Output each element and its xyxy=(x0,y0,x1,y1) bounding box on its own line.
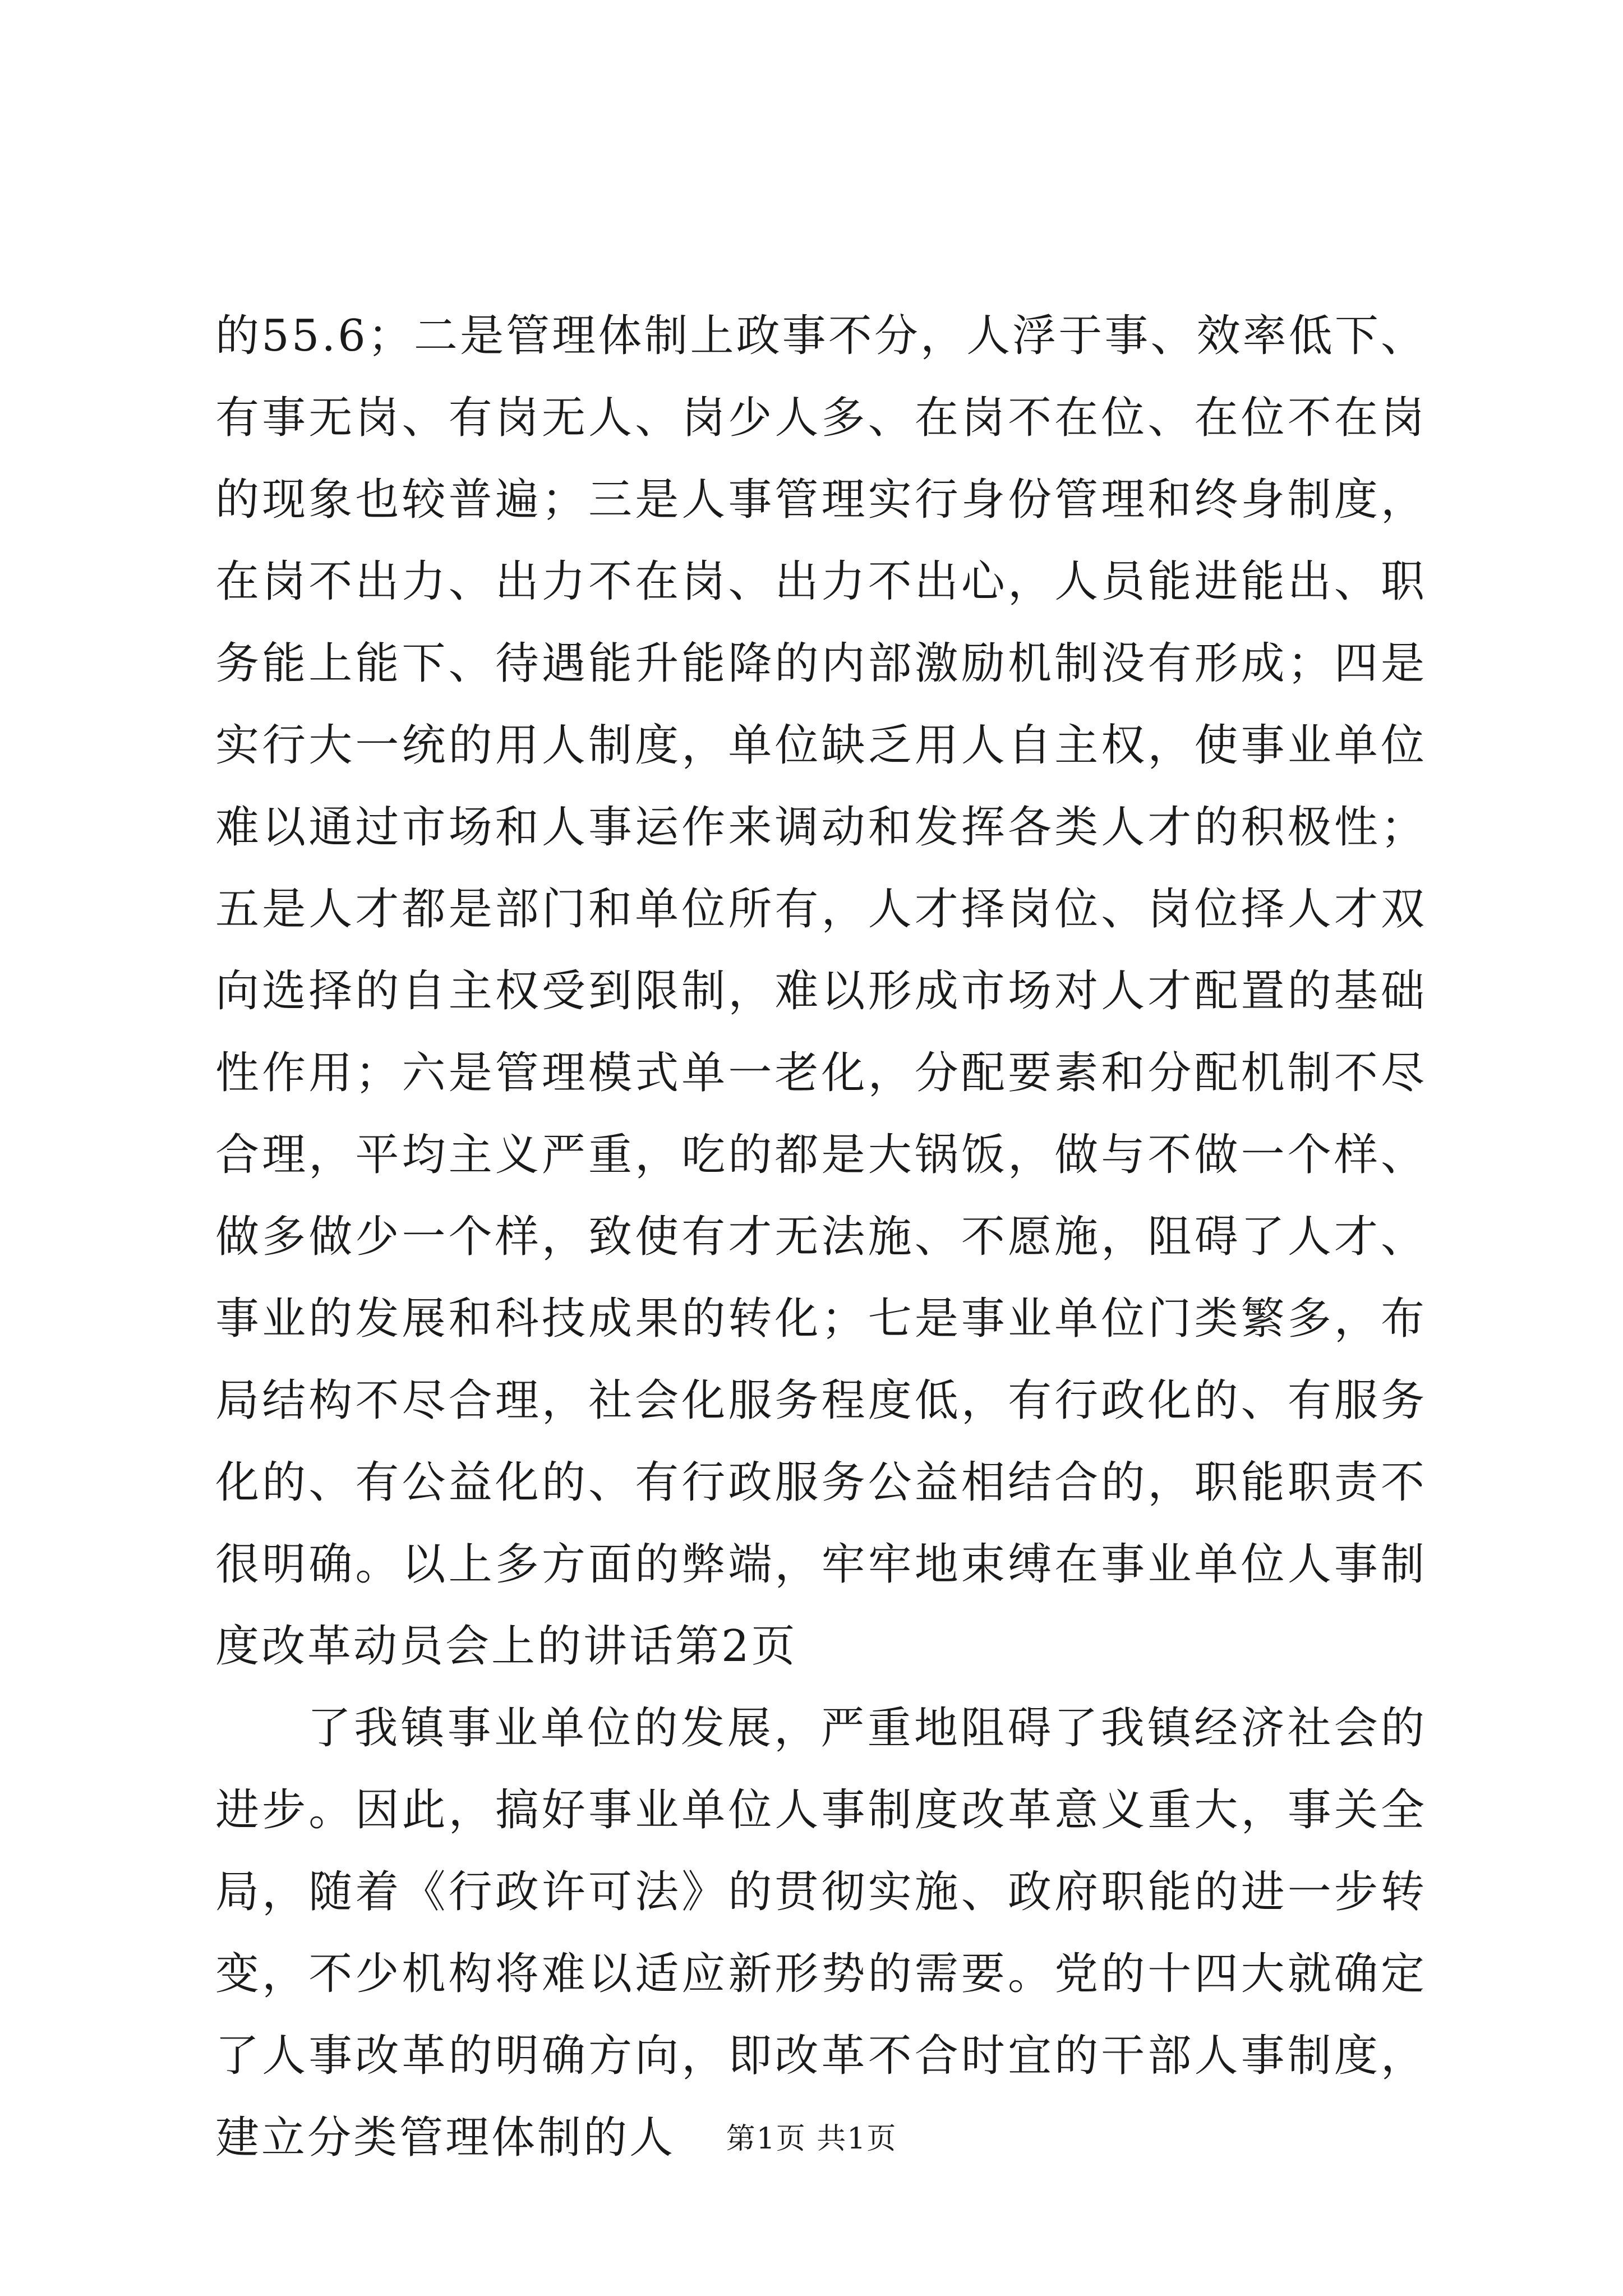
page-footer: 第1页 共1页 xyxy=(726,2122,897,2156)
paragraph-1: 的55.6；二是管理体制上政事不分，人浮于事、效率低下、有事无岗、有岗无人、岗少人多、在岗不在位、在位不在岗的现象也较普遍；三是人事管理实行身份管理和终身制度，在岗不出力、出力不在岗、出力不出心，人员能进能出、职务能上能下、待遇能升能降的内部激励机制没有形成；四是实行大一统的用人制度，单位缺乏用人自主权，使事业单位难以通过市场和人事运作来调动和发挥各类人才的积极性；五是人才都是部门和单位所有，人才择岗位、岗位择人才双向选择的自主权受到限制，难以形成市场对人才配置的基础性作用；六是管理模式单一老化，分配要素和分配机制不尽合理，平均主义严重，吃的都是大锅饭，做与不做一个样、做多做少一个样，致使有才无法施、不愿施，阻碍了人才、事业的发展和科技成果的转化；七是事业单位门类繁多，布局结构不尽合理，社会化服务程度低，有行政化的、有服务化的、有公益化的、有行政服务公益相结合的，职能职责不很明确。以上多方面的弊端，牢牢地束缚在事业单位人事制度改革动员会上的讲话第2页 xyxy=(215,311,1427,1672)
document-body xyxy=(215,295,1427,2179)
paragraph-2: 了我镇事业单位的发展，严重地阻碍了我镇经济社会的进步。因此，搞好事业单位人事制度改革意义重大，事关全局，随着《行政许可法》的贯彻实施、政府职能的进一步转变，不少机构将难以适应新形势的需要。党的十四大就确定了人事改革的明确方向，即改革不合时宜的干部人事制度，建立分类管理体制的人 xyxy=(215,1703,1427,2163)
